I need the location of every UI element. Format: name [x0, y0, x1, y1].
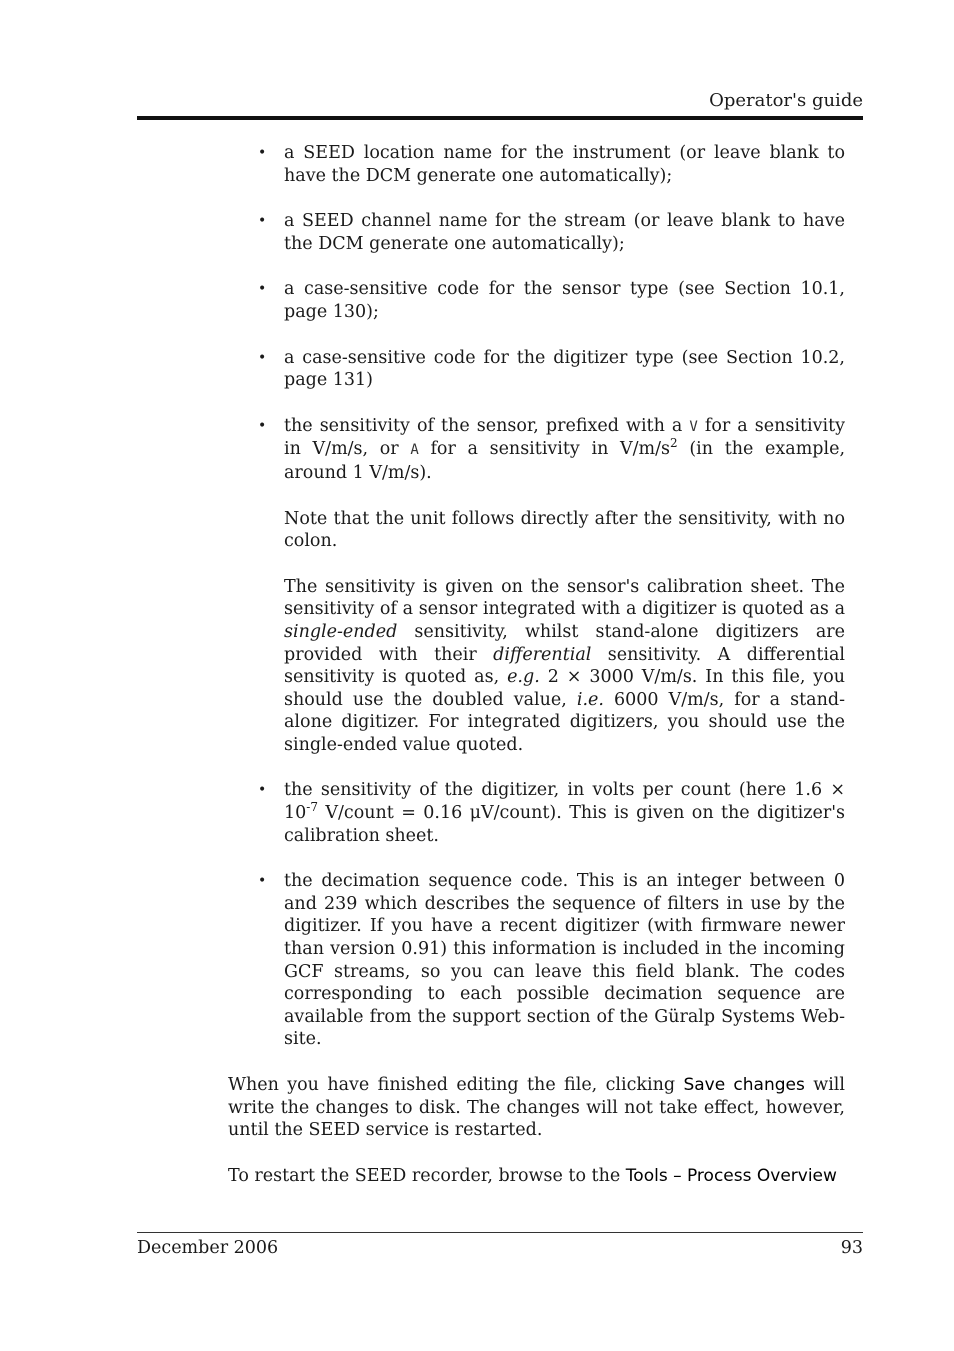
- list-item-text: a SEED channel name for the stream (or leave blank to have the DCM generate one automatically);: [284, 211, 845, 254]
- bullet-icon: •: [258, 417, 267, 434]
- footer-date: December 2006: [137, 1238, 279, 1258]
- list-item-sensor-sensitivity: [258, 415, 846, 757]
- list-item-text: the decimation sequence code. This is an integer between 0 and 239 which describes the sequence of filters in use by the digitizer. If you have a recent digitizer (with firmware newer than version 0.91) this information is included in the incoming GCF streams, so you can leave this field blank. The codes corresponding to each possible decimation sequence are available from the support section of the Güralp Systems Web-site.: [284, 871, 845, 1050]
- save-changes-label: Save changes: [683, 1075, 805, 1095]
- text-run: 2 × 3000 V/m/s. In this file, you should use the doubled value,: [284, 667, 845, 710]
- text-run: will write the changes to disk. The changes will not take effect, however, until the SEED service is restarted.: [228, 1075, 845, 1141]
- bullet-icon: •: [258, 782, 267, 799]
- bullet-icon: •: [258, 145, 267, 161]
- code-a: A: [410, 442, 419, 459]
- unit-note: Note that the unit follows directly after the sensitivity, with no colon.: [284, 508, 845, 552]
- process-overview-label: Tools – Process Overview: [625, 1165, 837, 1186]
- page-number: 93: [840, 1238, 863, 1258]
- text-run: sensitivity. A differential sensitivity is quoted as,: [284, 644, 845, 688]
- bullet-icon: •: [258, 281, 267, 298]
- save-changes-paragraph: [228, 1074, 845, 1142]
- page-header-title: Operator's guide: [709, 90, 863, 111]
- code-v: V: [689, 418, 698, 435]
- text-run: V/count = 0.16 μV/count). This is given on the digitizer's calibration sheet.: [284, 803, 845, 846]
- text-run: for a sensitivity in V/m/s: [418, 439, 671, 460]
- text-run: (in the example, around 1 V/m/s).: [284, 439, 846, 483]
- superscript: -7: [306, 800, 318, 815]
- emphasis: e.g.: [507, 667, 540, 688]
- text-run: When you have finished editing the file, clicking: [228, 1075, 684, 1095]
- text-run: sensitivity, whilst stand-alone digitizers are provided with their: [284, 621, 845, 665]
- restart-paragraph: [228, 1165, 845, 1188]
- list-item-text: a case-sensitive code for the digitizer type (see Section 10.2, page 131): [284, 347, 845, 391]
- bullet-icon: •: [258, 873, 267, 890]
- text-run: To restart the SEED recorder, browse to the: [228, 1165, 626, 1186]
- text-run: The sensitivity is given on the sensor's calibration sheet. The sensitivity of a sensor integrated with a digitizer is quoted as a: [284, 576, 845, 620]
- list-item-digitizer-sensitivity: [258, 779, 845, 847]
- header-rule: [137, 116, 863, 120]
- list-item: [258, 278, 845, 323]
- emphasis: i.e.: [576, 689, 604, 710]
- list-item: [258, 210, 845, 255]
- footer-rule: [137, 1232, 863, 1233]
- text-run: the sensitivity of the sensor, prefixed with a: [284, 415, 690, 436]
- emphasis: single-ended: [284, 621, 398, 642]
- bullet-icon: •: [258, 349, 267, 366]
- superscript: 2: [670, 436, 678, 451]
- calibration-paragraph: [284, 576, 845, 757]
- list-item-text: a case-sensitive code for the sensor type (see Section 10.1, page 130);: [284, 279, 845, 322]
- text-run: for a sensitivity in V/m/s, or: [284, 415, 845, 460]
- list-item: [258, 142, 845, 187]
- list-item: [258, 347, 845, 392]
- text-run: 6000 V/m/s, for a stand-alone digitizer. For integrated digitizers, you should use the single-ended value quoted.: [284, 689, 845, 755]
- list-item-decimation: [258, 870, 845, 1051]
- field-list: [228, 142, 845, 1051]
- page-content: [228, 142, 845, 1210]
- sensor-sensitivity-text: [284, 415, 845, 485]
- text-run: the sensitivity of the digitizer, in volts per count (here 1.6 × 10: [284, 780, 845, 824]
- list-item-text: a SEED location name for the instrument (or leave blank to have the DCM generate one automatically);: [284, 143, 845, 186]
- emphasis: differential: [493, 644, 592, 665]
- bullet-icon: •: [258, 213, 267, 230]
